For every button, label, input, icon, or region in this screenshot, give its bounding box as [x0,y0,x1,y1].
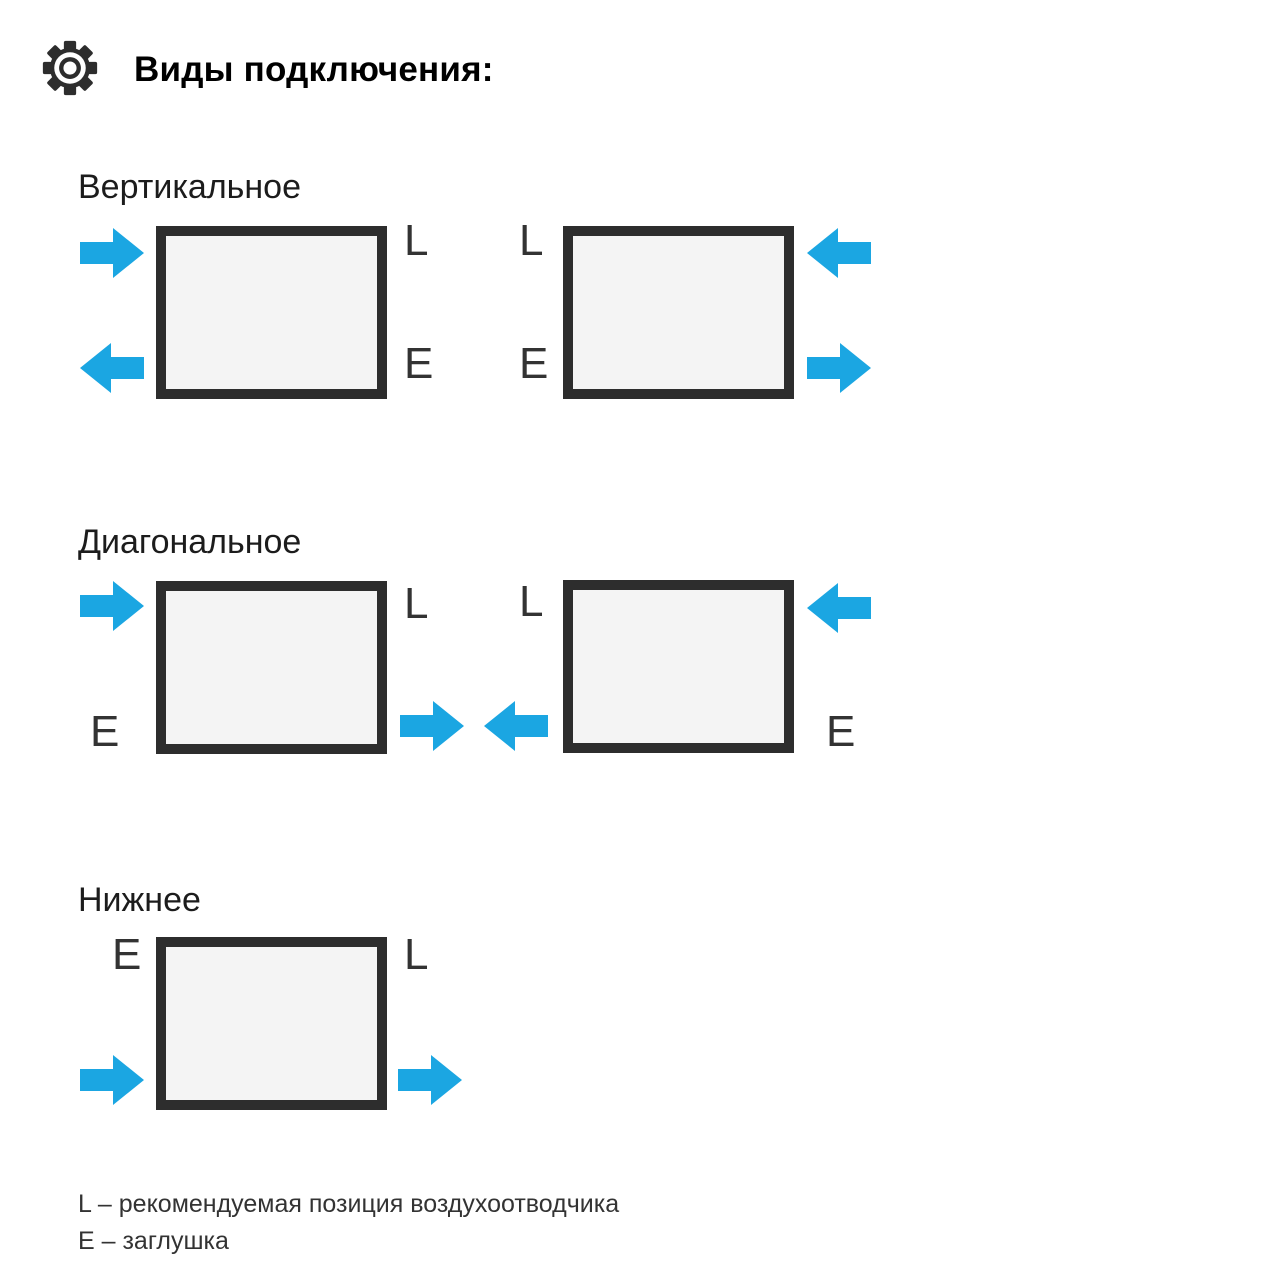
flow-arrow-right-icon [80,226,144,280]
radiator-box [563,580,794,753]
radiator-box [156,226,387,399]
flow-arrow-left-icon [807,581,871,635]
legend-line-air-vent: L – рекомендуемая позиция воздухоотводчика [78,1190,620,1218]
radiator-box [563,226,794,399]
legend [78,1186,619,1260]
radiator-box [156,937,387,1110]
flow-arrow-right-icon [398,1053,462,1107]
page-title: Виды подключения: [134,50,494,89]
port-label-air-vent: L [404,579,429,628]
port-label-plug: E [112,930,142,979]
legend-line-plug: E – заглушка [78,1227,229,1255]
port-label-plug: E [90,707,120,756]
section-title-bottom: Нижнее [78,881,201,919]
flow-arrow-right-icon [400,699,464,753]
gear-icon [42,40,98,101]
flow-arrow-left-icon [807,226,871,280]
port-label-air-vent: L [519,216,544,265]
flow-arrow-right-icon [80,579,144,633]
flow-arrow-left-icon [484,699,548,753]
port-label-plug: E [826,707,856,756]
port-label-air-vent: L [404,216,429,265]
port-label-air-vent: L [404,930,429,979]
flow-arrow-left-icon [80,341,144,395]
radiator-box [156,581,387,754]
port-label-air-vent: L [519,577,544,626]
section-title-vertical: Вертикальное [78,168,301,206]
flow-arrow-right-icon [807,341,871,395]
port-label-plug: E [519,339,549,388]
flow-arrow-right-icon [80,1053,144,1107]
port-label-plug: E [404,339,434,388]
section-title-diagonal: Диагональное [78,523,302,561]
